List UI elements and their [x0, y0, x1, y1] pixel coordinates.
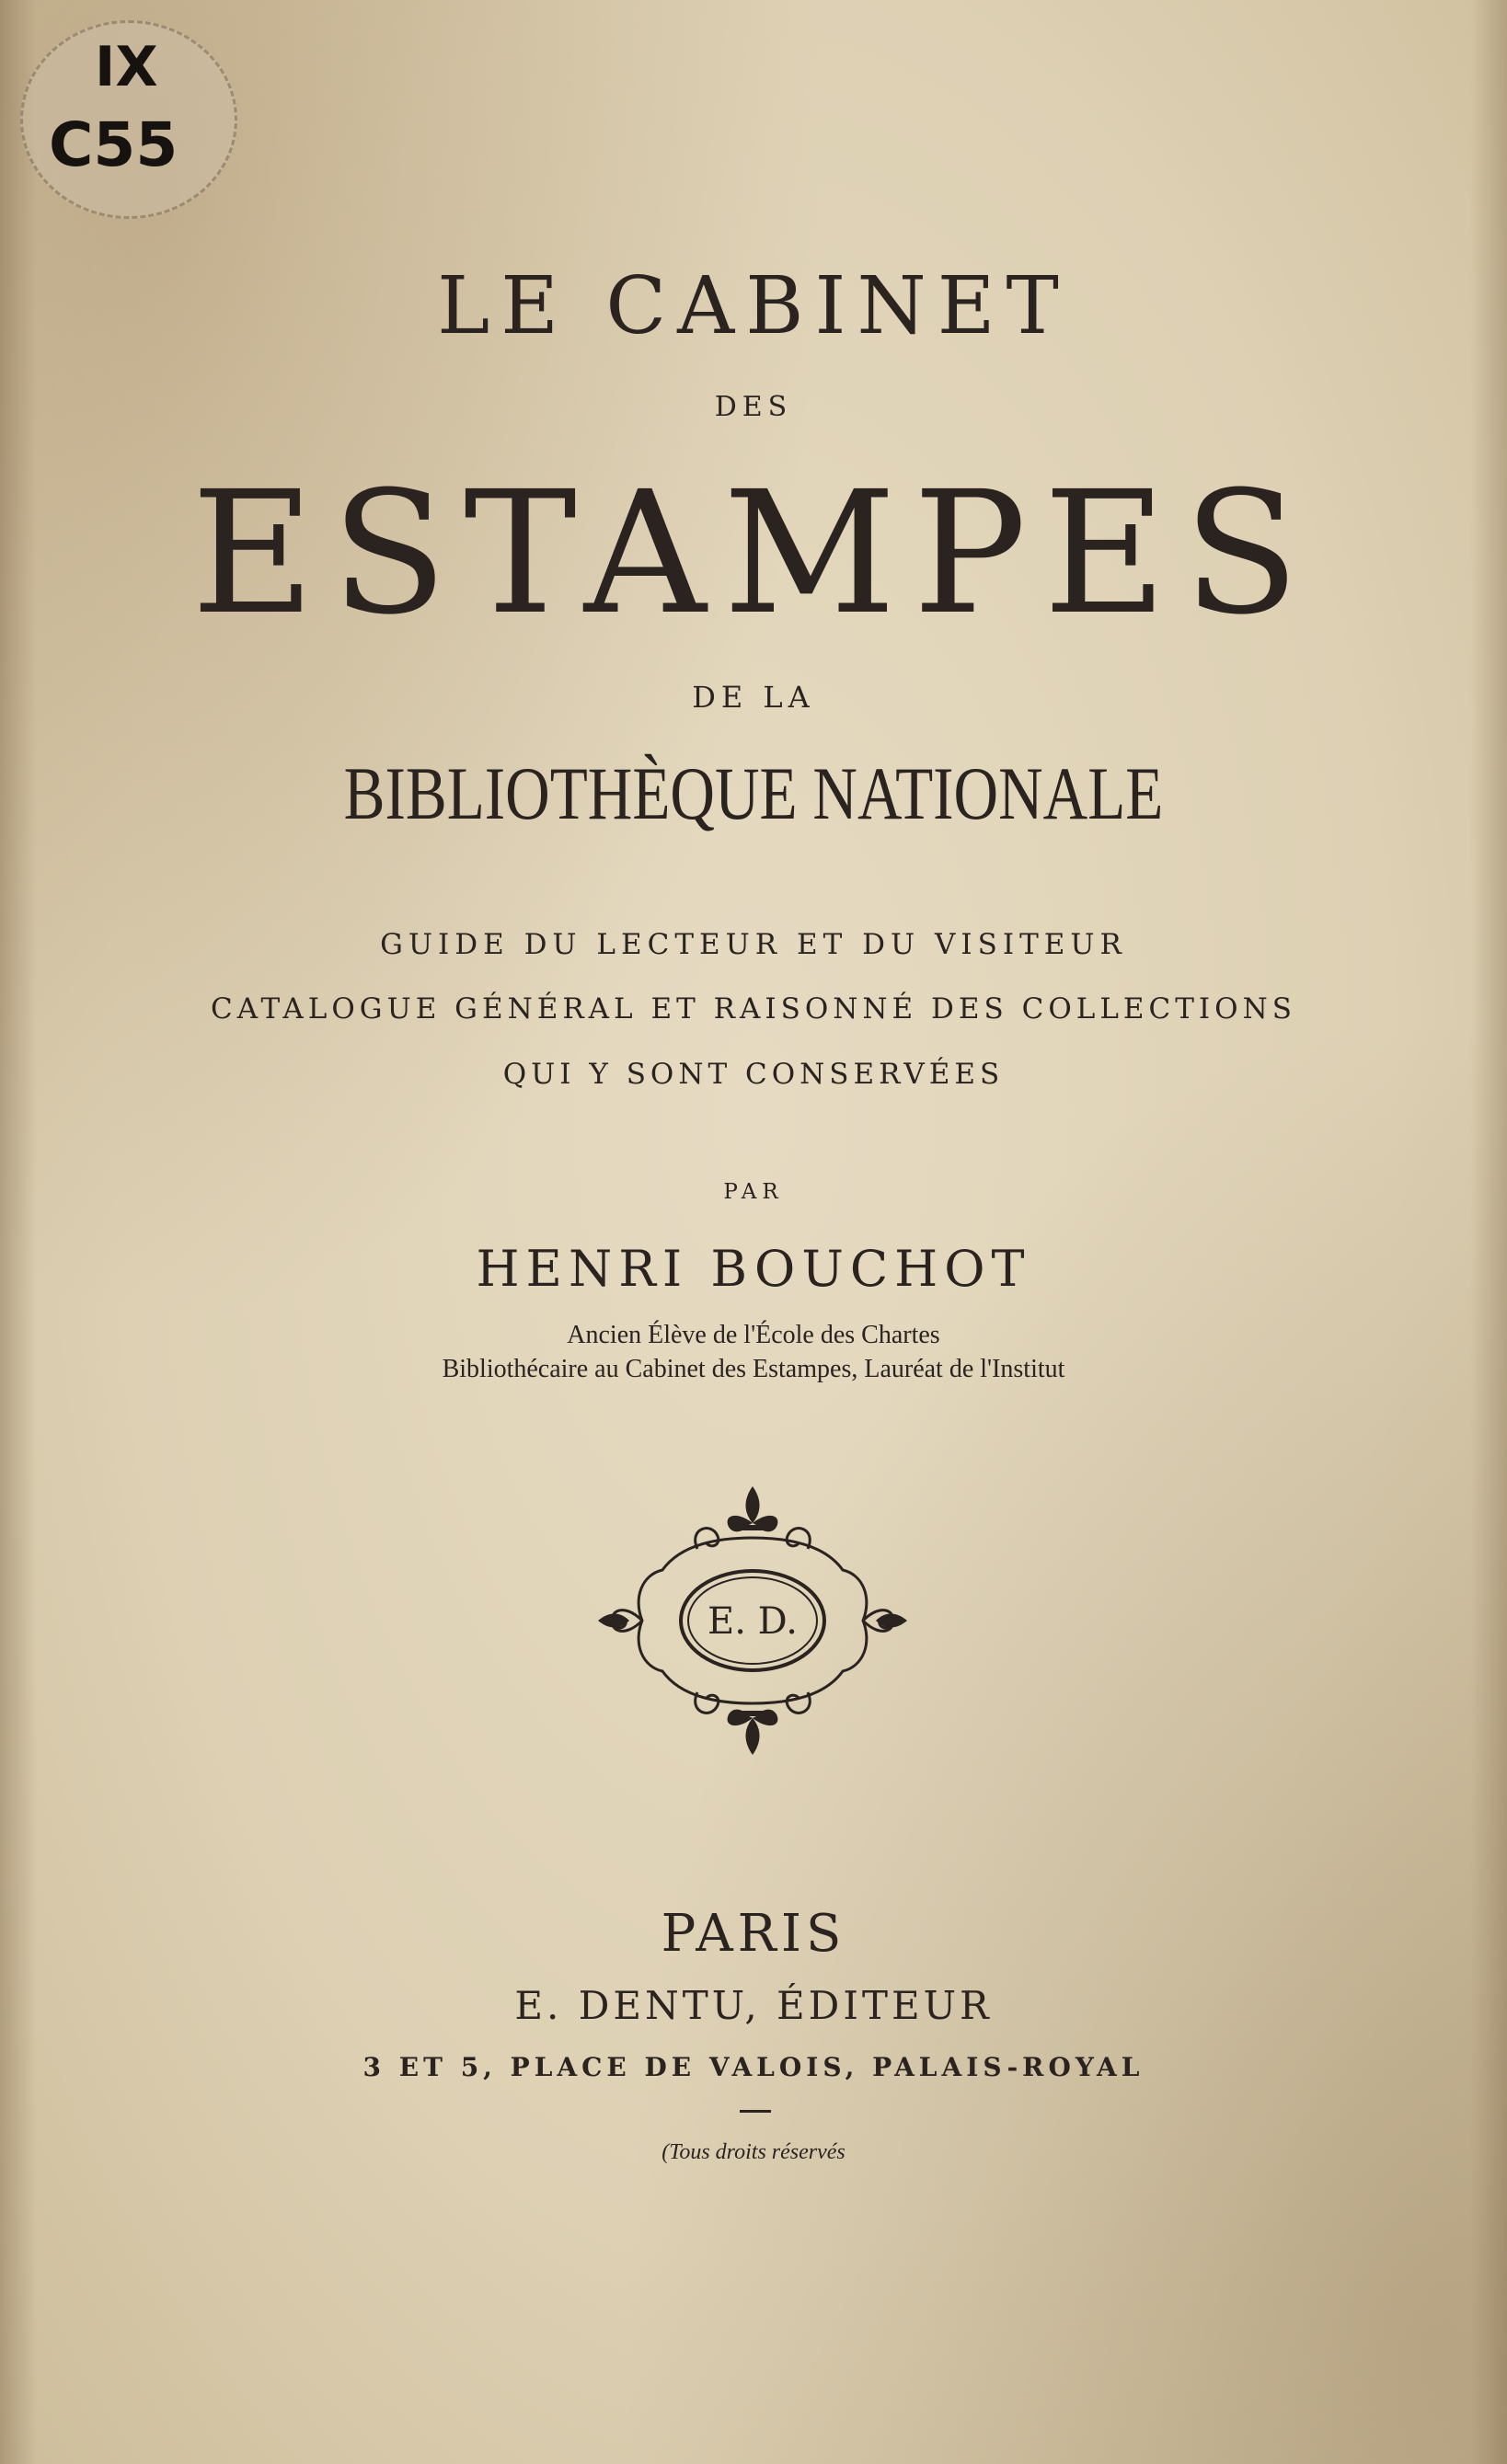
- stamp-line-1: IX: [95, 35, 158, 99]
- author-by: PAR: [723, 1180, 784, 1204]
- page-edge-shadow: [0, 0, 37, 2464]
- stamp-line-2: C55: [49, 109, 178, 180]
- subtitle-line-3: QUI Y SONT CONSERVÉES: [502, 1058, 1005, 1091]
- divider-dash: [740, 2110, 771, 2113]
- subtitle-line-1: GUIDE DU LECTEUR ET DU VISITEUR: [380, 928, 1127, 961]
- imprint-publisher: E. DENTU, ÉDITEUR: [514, 1983, 993, 2028]
- title-line-2: DES: [714, 391, 793, 423]
- imprint-address: 3 ET 5, PLACE DE VALOIS, PALAIS-ROYAL: [362, 2052, 1145, 2082]
- page-edge-shadow: [1470, 0, 1507, 2464]
- title-line-1: LE CABINET: [437, 260, 1070, 352]
- title-line-4: DE LA: [692, 680, 815, 715]
- author-credential-2: Bibliothécaire au Cabinet des Estampes, Lauréat de l'Institut: [442, 1355, 1065, 1383]
- main-title: ESTAMPES: [190, 455, 1317, 652]
- library-shelf-stamp: [20, 20, 237, 219]
- author-name: HENRI BOUCHOT: [476, 1240, 1031, 1298]
- subtitle-line-2: CATALOGUE GÉNÉRAL ET RAISONNÉ DES COLLECTIONS: [211, 992, 1296, 1026]
- publisher-mark-ornament: [596, 1483, 909, 1759]
- imprint-city: PARIS: [661, 1904, 846, 1964]
- author-credential-1: Ancien Élève de l'École des Chartes: [567, 1321, 940, 1349]
- publisher-monogram: E. D.: [707, 1600, 798, 1643]
- rights-notice: (Tous droits réservés: [661, 2140, 846, 2164]
- title-line-5: BIBLIOTHÈQUE NATIONALE: [343, 751, 1164, 835]
